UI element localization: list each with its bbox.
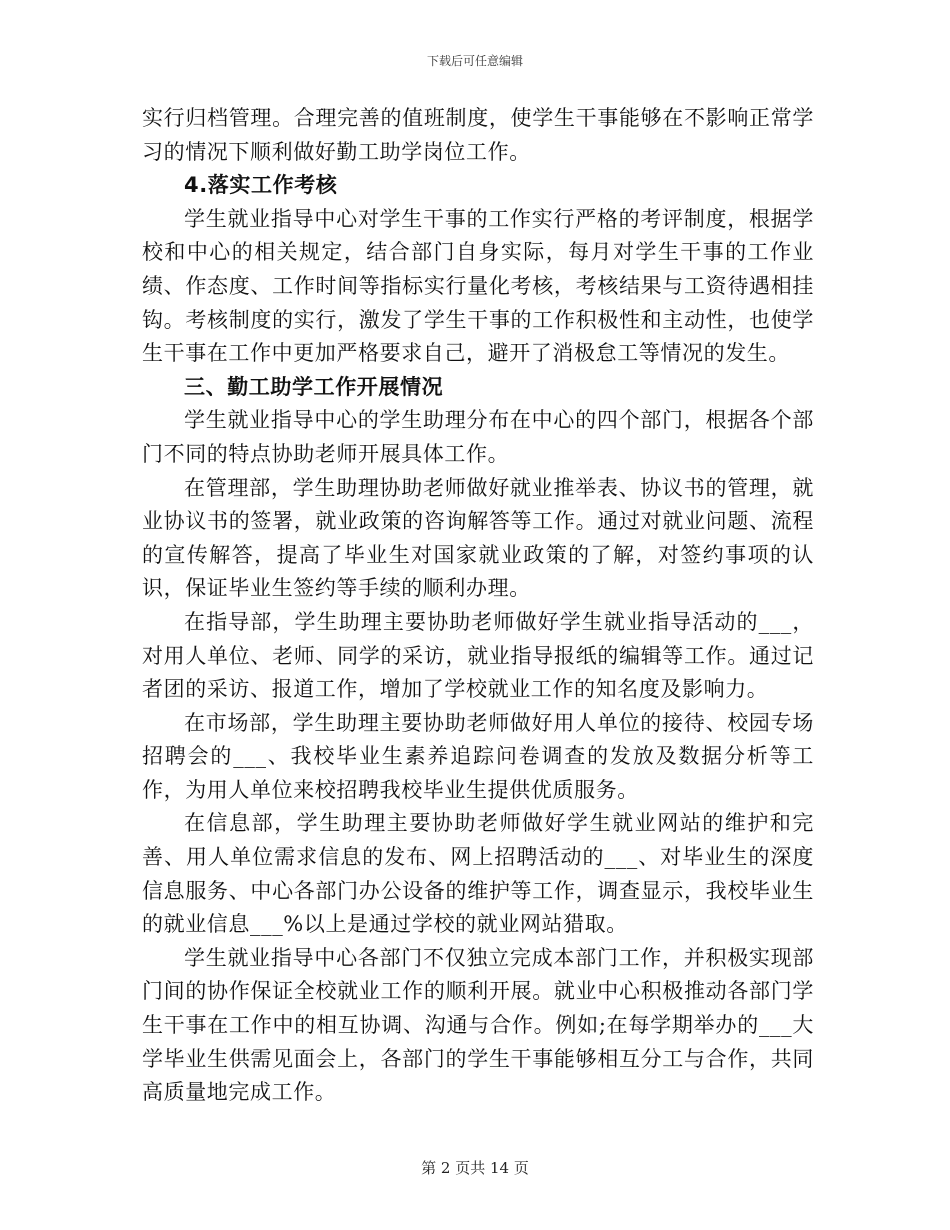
paragraph-management-dept: 在管理部，学生助理协助老师做好就业推举表、协议书的管理，就业协议书的签署，就业政策的咨询解答等工作。通过对就业问题、流程的宣传解答，提高了毕业生对国家就业政策的了解，对签约事项的认识，保证毕业生签约等手续的顺利办理。: [142, 475, 814, 601]
section-heading-work-assessment: 4.落实工作考核: [184, 173, 338, 198]
paragraph-information-dept: 在信息部，学生助理主要协助老师做好学生就业网站的维护和完善、用人单位需求信息的发布、网上招聘活动的___、对毕业生的深度信息服务、中心各部门办公设备的维护等工作，调查显示，我校毕业生的就业信息___%以上是通过学校的就业网站猎取。: [142, 811, 814, 937]
paragraph-departments: 学生就业指导中心的学生助理分布在中心的四个部门，根据各个部门不同的特点协助老师开展具体工作。: [142, 408, 814, 466]
page-number: 第 2 页共 14 页: [421, 1159, 529, 1177]
document-body: [142, 102, 814, 1110]
paragraph-market-dept: 在市场部，学生助理主要协助老师做好用人单位的接待、校园专场招聘会的___、我校毕业生素养追踪问卷调查的发放及数据分析等工作，为用人单位来校招聘我校毕业生提供优质服务。: [142, 710, 814, 802]
section-heading-work-study: 三、勤工助学工作开展情况: [184, 374, 444, 399]
paragraph-assessment: 学生就业指导中心对学生干事的工作实行严格的考评制度，根据学校和中心的相关规定，结合部门自身实际，每月对学生干事的工作业绩、作态度、工作时间等指标实行量化考核，考核结果与工资待遇相挂钩。考核制度的实行，激发了学生干事的工作积极性和主动性，也使学生干事在工作中更加严格要求自己，避开了消极怠工等情况的发生。: [142, 206, 814, 366]
page-header: 下载后可任意编辑: [426, 54, 523, 68]
paragraph-continued: 实行归档管理。合理完善的值班制度，使学生干事能够在不影响正常学习的情况下顺利做好勤工助学岗位工作。: [142, 106, 814, 164]
paragraph-collaboration: 学生就业指导中心各部门不仅独立完成本部门工作，并积极实现部门间的协作保证全校就业工作的顺利开展。就业中心积极推动各部门学生干事在工作中的相互协调、沟通与合作。例如;在每学期举办的___大学毕业生供需见面会上，各部门的学生干事能够相互分工与合作，共同高质量地完成工作。: [142, 945, 814, 1105]
paragraph-guidance-dept: 在指导部，学生助理主要协助老师做好学生就业指导活动的___，对用人单位、老师、同学的采访，就业指导报纸的编辑等工作。通过记者团的采访、报道工作，增加了学校就业工作的知名度及影响力。: [142, 609, 814, 702]
